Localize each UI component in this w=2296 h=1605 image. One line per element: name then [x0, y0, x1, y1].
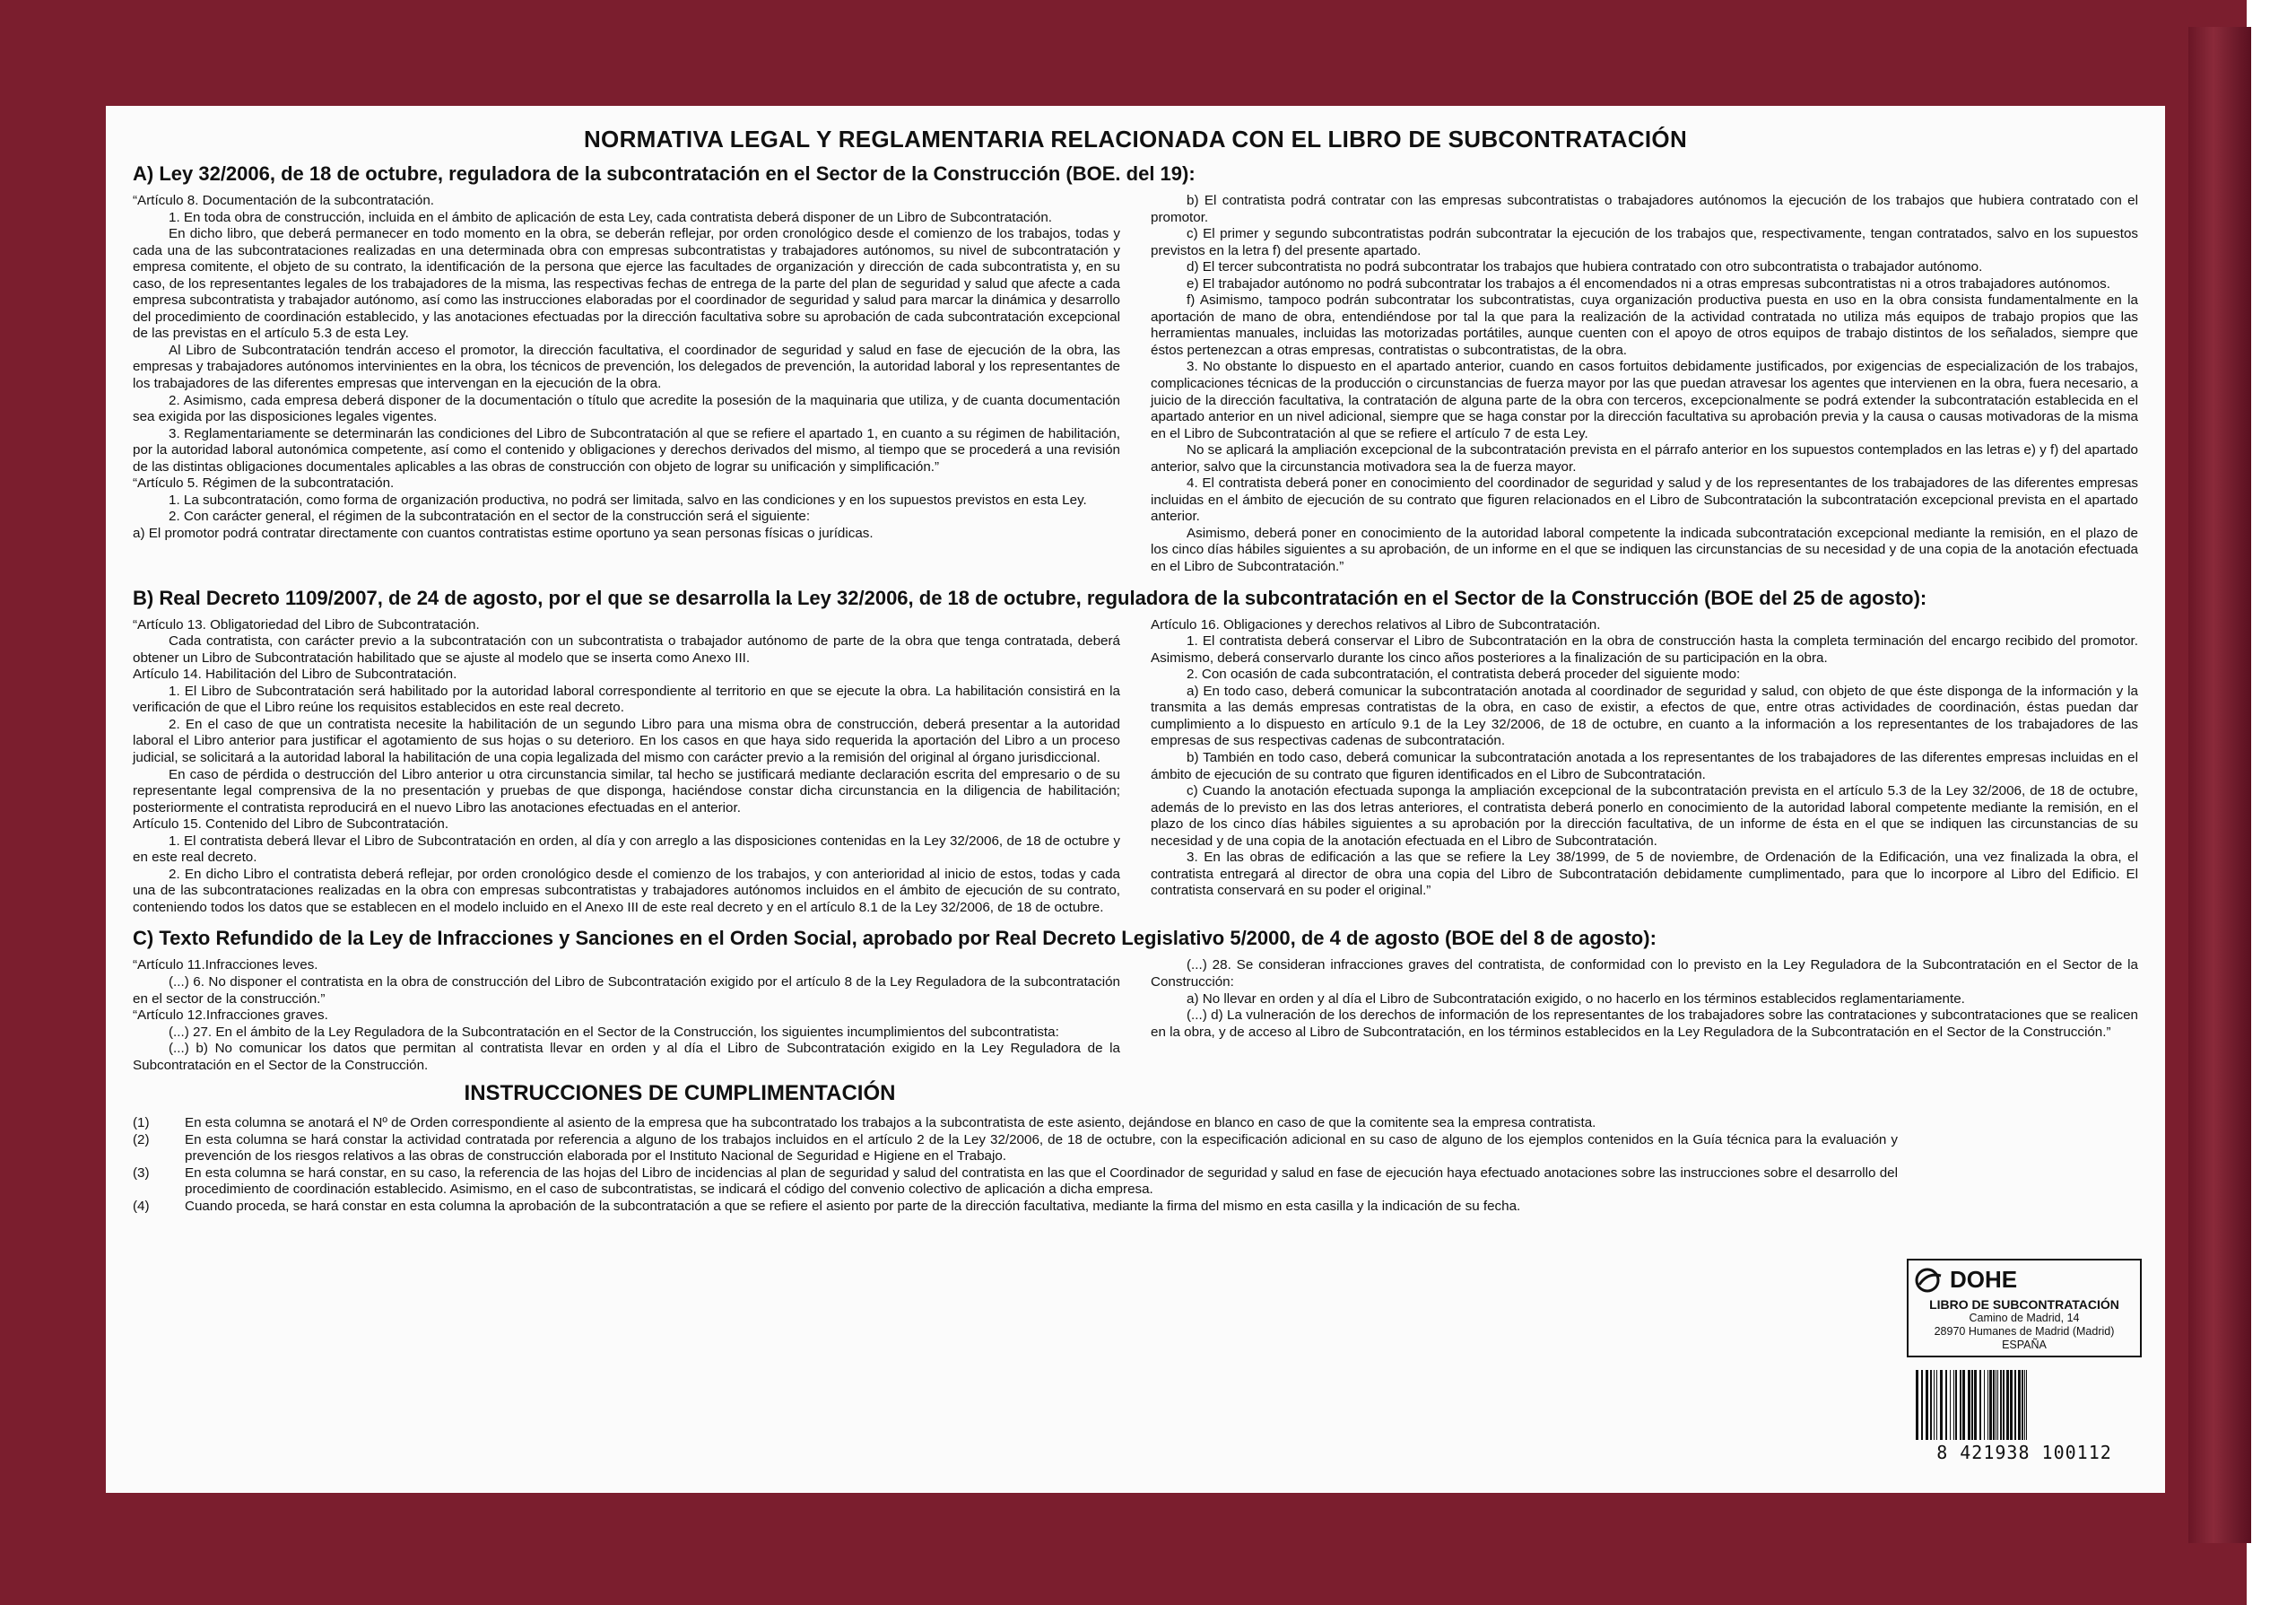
barcode-bar — [2022, 1370, 2023, 1440]
paragraph: 3. En las obras de edificación a las que se refiere la Ley 38/1999, de 5 de noviembre, de Ordenación de la Edificación, una vez finalizada la obra, el contratista entregará al director de obra una copia del Libro de Subcontratación debidamente cumplimentado, para que lo incorpore al Libro del Edificio. El contratista conservará en su poder el original.” — [1151, 850, 2138, 899]
barcode-bar — [1945, 1370, 1947, 1440]
barcode-bar — [1984, 1370, 1985, 1440]
paragraph: En dicho libro, que deberá permanecer en todo momento en la obra, se deberán reflejar, por orden cronológico desde el comienzo de los trabajos, todas y cada una de las subcontrataciones realizadas en una determinada obra con empresas subcontratistas y trabajadores autónomos, su nivel de subcontratación y empresa comitente, el objeto de su contrato, la identificación de la persona que ejerce las facultades de organización y dirección de cada subcontratista y, en su caso, de los representantes legales de los trabajadores de la misma, las respectivas fechas de entrega de la parte del plan de seguridad y salud que afecte a cada empresa subcontratista y trabajador autónomo, así como las instrucciones elaboradas por el coordinador de seguridad y salud para marcar la dinámica y desarrollo del procedimiento de coordinación establecido, y las anotaciones efectuadas por la dirección facultativa sobre su aprobación de cada subcontratación excepcional de las previstas en el artículo 5.3 de esta Ley. — [133, 226, 1120, 342]
address-line-2: 28970 Humanes de Madrid (Madrid) ESPAÑA — [1934, 1325, 2115, 1351]
instruction-item — [133, 1115, 1898, 1132]
paragraph: e) El trabajador autónomo no podrá subcontratar los trabajos a él encomendados ni a otras empresas subcontratistas ni a otros trabajadores autónomos. — [1187, 275, 2110, 292]
paragraph: a) No llevar en orden y al día el Libro de Subcontratación exigido, o no hacerlo en los términos establecidos reglamentariamente. — [1187, 990, 1965, 1007]
barcode-bar — [1950, 1370, 1951, 1440]
paragraph: No se aplicará la ampliación excepcional de la subcontratación prevista en el párrafo anterior en los supuestos contemplados en las letras e) y f) del apartado anterior, salvo que la circunstancia motivadora sea la de fuerza mayor. — [1151, 442, 2138, 475]
instruction-item — [133, 1132, 1898, 1165]
section-c-heading: C) Texto Refundido de la Ley de Infracciones y Sanciones en el Orden Social, aprobado por Real Decreto Legislativo 5/2000, de 4 de agosto (BOE del 8 de agosto): — [133, 927, 1657, 950]
instruction-text: Cuando proceda, se hará constar en esta columna la aprobación de la subcontratación a que se refiere el asiento por parte de la dirección facultativa, mediante la firma del mismo en esta casilla y la indicación de su fecha. — [185, 1198, 1521, 1214]
section-c-left — [133, 957, 1120, 1074]
instruction-text: En esta columna se hará constar la actividad contratada por referencia a alguno de los trabajos incluidos en el artículo 2 de la Ley 32/2006, de 18 de octubre, con la especificación adicional en su caso de alguno de los ejemplos contenidos en la Guía técnica para la evaluación y prevención de los riesgos relativos a las obras de construcción elaborada por el Instituto Nacional de Seguridad e Higiene en el Trabajo. — [185, 1131, 1898, 1164]
barcode-bar — [1953, 1370, 1954, 1440]
paragraph: a) En todo caso, deberá comunicar la subcontratación anotada al coordinador de seguridad y salud, con objeto de que éste disponga de la información y la transmita a las demás empresas contratistas de la obra, en caso de existir, a efectos de que, entre otras actividades de coordinación, éstas puedan dar cumplimiento a lo dispuesto en artículo 9.1 de la Ley 32/2006, de 18 de octubre, en cuanto a la información a los representantes de los trabajadores de las empresas de sus respectivas cadenas de subcontratación. — [1151, 683, 2138, 749]
paragraph: 2. Asimismo, cada empresa deberá disponer de la documentación o título que acredite la posesión de la maquinaria que utiliza, y de cuanta documentación sea exigida por las disposiciones legales vigentes. — [133, 392, 1120, 425]
barcode-bar — [2026, 1370, 2027, 1440]
paragraph: 2. En el caso de que un contratista necesite la habilitación de un segundo Libro para una misma obra de construcción, deberá presentar a la autoridad laboral el Libro anterior para justificar el agotamiento de sus hojas o su deterioro. En los casos en que haya sido requerida la aportación del Libro a un proceso judicial, se solicitará a la autoridad laboral la habilitación de una copia legalizada del mismo con carácter previo a la remisión del original al órgano jurisdiccional. — [133, 716, 1120, 765]
barcode-bar — [2000, 1370, 2002, 1440]
paragraph: 2. Con ocasión de cada subcontratación, el contratista deberá proceder del siguiente modo: — [1187, 667, 1741, 683]
instruction-text: En esta columna se hará constar, en su caso, la referencia de las hojas del Libro de incidencias al plan de seguridad y salud del contratista en las que el Coordinador de seguridad y salud en fase de ejecución haya efectuado anotaciones sobre las instrucciones sobre el desarrollo del procedimiento de coordinación establecido. Asimismo, en el caso de subcontratistas, se indicará el código del convenio colectivo de aplicación a dicha empresa. — [185, 1164, 1898, 1198]
instruction-number: (2) — [133, 1131, 150, 1147]
paragraph: d) El tercer subcontratista no podrá subcontratar los trabajos que hubiera contratado con otro subcontratista o trabajador autónomo. — [1187, 259, 1983, 275]
label-sheet — [106, 106, 2165, 1493]
paragraph: 1. En toda obra de construcción, incluida en el ámbito de aplicación de esta Ley, cada contratista deberá disponer de un Libro de Subcontratación. — [169, 209, 1053, 225]
instruction-item — [133, 1165, 1898, 1199]
barcode-bar — [1971, 1370, 1973, 1440]
paragraph: f) Asimismo, tampoco podrán subcontratar los subcontratistas, cuya organización productiva puesta en uso en la obra consista fundamentalmente en la aportación de mano de obra, entendiéndose por tal la que para la realización de la actividad contratada no utiliza más equipos de trabajo propios que las herramientas manuales, incluidas las motorizadas portátiles, aunque cuenten con el apoyo de otros equipos de trabajo distintos de los señalados, siempre que éstos pertenezcan a otras empresas, contratistas o subcontratistas, de la obra. — [1151, 292, 2138, 358]
barcode-bar — [2006, 1370, 2009, 1440]
paragraph: c) Cuando la anotación efectuada suponga la ampliación excepcional de la subcontratación prevista en el artículo 5.3 de la Ley 32/2006, de 18 de octubre, además de lo previsto en las dos letras anteriores, el contratista deberá ponerlo en conocimiento de la autoridad laboral competente mediante la remisión, en el plazo de los cinco días hábiles siguientes a su aprobación por la dirección facultativa, de un informe de ésta en el que se indiquen las circunstancias de su necesidad y de una copia de la anotación efectuada en el Libro de Subcontratación. — [1151, 783, 2138, 849]
paragraph: Artículo 16. Obligaciones y derechos relativos al Libro de Subcontratación. — [1151, 616, 1601, 632]
paragraph: 1. La subcontratación, como forma de organización productiva, no podrá ser limitada, salvo en las condiciones y en los supuestos previstos en esta Ley. — [169, 492, 1087, 508]
instructions-list — [133, 1115, 1898, 1215]
paragraph: 4. El contratista deberá poner en conocimiento del coordinador de seguridad y salud y de los representantes de los trabajadores de las diferentes empresas incluidas en el ámbito de ejecución de su contrato que figuren relacionados en el Libro de Subcontratación la subcontratación excepcional prevista en el apartado anterior. — [1151, 475, 2138, 525]
section-c-body — [133, 957, 2138, 1074]
barcode-number: 8 421938 100112 — [1936, 1442, 2112, 1463]
paragraph: Cada contratista, con carácter previo a la subcontratación con un subcontratista o trabajador autónomo de parte de la obra que tenga contratada, deberá obtener un Libro de Subcontratación habilitado que se ajuste al modelo que se inserta como Anexo III. — [133, 633, 1120, 666]
instruction-number: (1) — [133, 1115, 150, 1131]
paragraph: “Artículo 13. Obligatoriedad del Libro de Subcontratación. — [133, 616, 480, 632]
paragraph: b) El contratista podrá contratar con las empresas subcontratistas o trabajadores autónomos la ejecución de los trabajos que hubiera contratado con el promotor. — [1151, 193, 2138, 225]
book-spine — [2188, 27, 2251, 1543]
dohe-logo-icon — [1914, 1267, 1944, 1294]
paragraph: “Artículo 5. Régimen de la subcontratación. — [133, 475, 395, 492]
publisher-box — [1907, 1259, 2142, 1357]
barcode-bar — [1974, 1370, 1977, 1440]
paragraph: (...) b) No comunicar los datos que permitan al contratista llevar en orden y al día el Libro de Subcontratación exigido en la Ley Reguladora de la Subcontratación en el Sector de la Construcción. — [133, 1041, 1120, 1073]
section-b-right — [1151, 617, 2138, 917]
paragraph: Al Libro de Subcontratación tendrán acceso el promotor, la dirección facultativa, el coordinador de seguridad y salud en fase de ejecución de la obra, las empresas y trabajadores autónomos intervinientes en la obra, los técnicos de prevención, los delegados de prevención, la autoridad laboral y los representantes de los trabajadores de las diferentes empresas que intervengan en la ejecución de la obra. — [133, 342, 1120, 392]
barcode-bar — [1987, 1370, 1988, 1440]
barcode-bar — [1916, 1370, 1918, 1440]
barcode-bar — [1955, 1370, 1957, 1440]
barcode-bar — [1930, 1370, 1932, 1440]
paragraph: (...) 28. Se consideran infracciones graves del contratista, de conformidad con lo previsto en la Ley Reguladora de la Subcontratación en el Sector de la Construcción: — [1151, 957, 2138, 990]
page-title: NORMATIVA LEGAL Y REGLAMENTARIA RELACIONADA CON EL LIBRO DE SUBCONTRATACIÓN — [583, 126, 1688, 153]
barcode-bar — [1934, 1370, 1935, 1440]
paragraph: c) El primer y segundo subcontratistas podrán subcontratar la ejecución de los trabajos que, respectivamente, tengan contratados, salvo en los supuestos previstos en la letra f) del presente apartado. — [1151, 226, 2138, 258]
paragraph: Artículo 15. Contenido del Libro de Subcontratación. — [133, 816, 449, 833]
barcode-bar — [2018, 1370, 2021, 1440]
section-a-body — [133, 193, 2138, 576]
paragraph: 2. En dicho Libro el contratista deberá reflejar, por orden cronológico desde el comienzo de los trabajos, y con anterioridad al inicio de estos, todas y cada una de las subcontrataciones realizadas en la obra con empresas subcontratistas y trabajadores autónomos incluidos en el ámbito de ejecución de su contrato, conteniendo todos los datos que se establecen en el modelo incluido en el Anexo III de este real decreto y en el artículo 8.1 de la Ley 32/2006, de 18 de octubre. — [133, 866, 1120, 915]
publisher-block — [1907, 1259, 2142, 1483]
barcode-bar — [1940, 1370, 1943, 1440]
paragraph: 1. El contratista deberá llevar el Libro de Subcontratación en orden, al día y con arreglo a las disposiciones contenidas en la Ley 32/2006, de 18 de octubre y en este real decreto. — [133, 833, 1120, 866]
barcode-graphic — [1907, 1370, 2142, 1440]
paragraph: Asimismo, deberá poner en conocimiento de la autoridad laboral competente la indicada subcontratación excepcional mediante la remisión, en el plazo de los cinco días hábiles siguientes a su aprobación, de un informe en el que se indiquen las circunstancias de su necesidad y de una copia de la anotación efectuada en el Libro de Subcontratación.” — [1151, 525, 2138, 575]
barcode-bar — [1993, 1370, 1995, 1440]
paragraph: (...) 6. No disponer el contratista en la obra de construcción del Libro de Subcontratación exigido por el artículo 8 de la Ley Reguladora de la subcontratación en el sector de la construcción.” — [133, 973, 1120, 1007]
paragraph: “Artículo 8. Documentación de la subcontratación. — [133, 193, 434, 208]
barcode-bar — [2003, 1370, 2005, 1440]
barcode-bar — [1962, 1370, 1965, 1440]
instruction-number: (3) — [133, 1164, 150, 1181]
paragraph: En caso de pérdida o destrucción del Libro anterior u otra circunstancia similar, tal hecho se justificará mediante declaración escrita del empresario o de su representante legal comprensiva de la no presentación y pruebas de que disponga, haciéndose constar dicha circunstancia en la diligencia de habilitación; posteriormente el contratista reproducirá en el nuevo Libro las anotaciones efectuadas en el anterior. — [133, 766, 1120, 816]
paragraph: Artículo 14. Habilitación del Libro de Subcontratación. — [133, 667, 457, 683]
paragraph: a) El promotor podrá contratar directamente con cuantos contratistas estime oportuno ya sean personas físicas o jurídicas. — [133, 525, 874, 541]
barcode-bar — [1968, 1370, 1970, 1440]
instruction-item — [133, 1199, 1898, 1216]
barcode-icon — [1912, 1370, 2136, 1440]
barcode-bar — [1921, 1370, 1923, 1440]
barcode-bar — [1936, 1370, 1937, 1440]
paragraph: 1. El Libro de Subcontratación será habilitado por la autoridad laboral correspondiente al territorio en que se ejecute la obra. La habilitación consistirá en la verificación de que el Libro reúne los requisitos establecidos en este real decreto. — [133, 683, 1120, 716]
barcode-bar — [1989, 1370, 1992, 1440]
barcode-bar — [1960, 1370, 1961, 1440]
paragraph: 3. No obstante lo dispuesto en el apartado anterior, cuando en casos fortuitos debidamente justificados, por exigencias de especialización de los trabajos, complicaciones técnicas de la producción o circunstancias de fuerza mayor por las que puedan atravesar los agentes que intervienen en la obra, fuera necesario, a juicio de la dirección facultativa, la contratación de alguna parte de la obra con terceros, excepcionalmente se podrá extender la subcontratación establecida en el apartado anterior en un nivel adicional, siempre que se haga constar por la dirección facultativa su aprobación previa y la causa o causas motivadoras de la misma en el Libro de Subcontratación al que se refiere el artículo 7 de esta Ley. — [1151, 359, 2138, 441]
paragraph: (...) d) La vulneración de los derechos de información de los representantes de los trabajadores sobre las contrataciones y subcontrataciones que se realicen en la obra, y de acceso al Libro de Subcontratación, en los términos establecidos en la Ley Reguladora de la Subcontratación en el Sector de la Construcción.” — [1151, 1007, 2138, 1040]
paragraph: 2. Con carácter general, el régimen de la subcontratación en el sector de la construcción será el siguiente: — [169, 509, 811, 525]
paragraph: 1. El contratista deberá conservar el Libro de Subcontratación en la obra de construcción hasta la completa terminación del encargo recibido del promotor. Asimismo, deberá conservarlo durante los cinco años posteriores a la finalización de su participación en la obra. — [1151, 633, 2138, 666]
instructions-heading: INSTRUCCIONES DE CUMPLIMENTACIÓN — [464, 1081, 896, 1106]
paragraph: (...) 27. En el ámbito de la Ley Reguladora de la Subcontratación en el Sector de la Construcción, los siguientes incumplimientos del subcontratista: — [169, 1024, 1059, 1040]
paragraph: b) También en todo caso, deberá comunicar la subcontratación anotada a los representantes de los trabajadores de las diferentes empresas incluidas en el ámbito de ejecución de su contrato que figuren identificados en el Libro de Subcontratación. — [1151, 749, 2138, 782]
section-c-right — [1151, 957, 2138, 1074]
barcode-bar — [1926, 1370, 1928, 1440]
barcode-bar — [1997, 1370, 1998, 1440]
paragraph: “Artículo 11.Infracciones leves. — [133, 957, 318, 973]
section-b-body — [133, 617, 2138, 917]
section-b-heading: B) Real Decreto 1109/2007, de 24 de agosto, por el que se desarrolla la Ley 32/2006, de 18 de octubre, reguladora de la subcontratación en el Sector de la Construcción (BOE del 25 de agosto): — [133, 586, 1927, 609]
instruction-number: (4) — [133, 1198, 150, 1214]
barcode-bar — [1979, 1370, 1981, 1440]
section-b-left — [133, 617, 1120, 917]
barcode-bar — [2014, 1370, 2016, 1440]
paragraph: 3. Reglamentariamente se determinarán las condiciones del Libro de Subcontratación al que se refiere el apartado 1, en cuanto a su régimen de habilitación, por la autoridad laboral autonómica competente, así como el contenido y obligaciones y derechos derivados del mismo, al tiempo que se procederá a una revisión de las distintas obligaciones documentales aplicables a las obras de construcción con objeto de lograr su unificación y simplificación.” — [133, 425, 1120, 475]
brand-logo — [1914, 1266, 2135, 1294]
section-a-left — [133, 193, 1120, 576]
section-a-right — [1151, 193, 2138, 576]
instruction-text: En esta columna se anotará el Nº de Orden correspondiente al asiento de la empresa que ha subcontratado los trabajos a la subcontratista de este asiento, dejándose en blanco en caso de que la comitente sea la empresa contratista. — [185, 1115, 1596, 1131]
product-name: LIBRO DE SUBCONTRATACIÓN — [1929, 1297, 2119, 1312]
barcode-bar — [2024, 1370, 2025, 1440]
barcode-bar — [2010, 1370, 2013, 1440]
section-a-heading: A) Ley 32/2006, de 18 de octubre, reguladora de la subcontratación en el Sector de la Construcción (BOE. del 19): — [133, 162, 1196, 185]
brand-name: DOHE — [1950, 1266, 2018, 1293]
address-line-1: Camino de Madrid, 14 — [1969, 1312, 2080, 1324]
paragraph: “Artículo 12.Infracciones graves. — [133, 1007, 328, 1024]
